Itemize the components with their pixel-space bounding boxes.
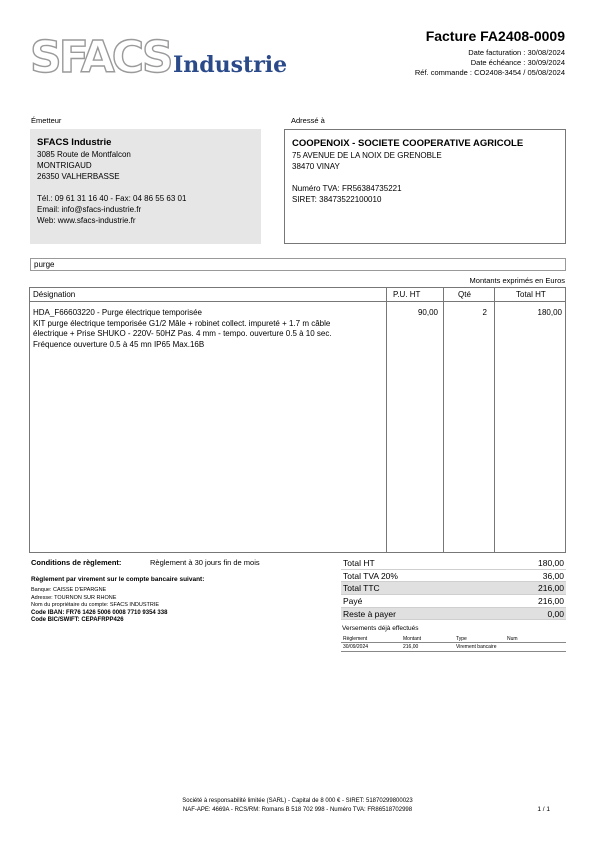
total-label: Total TVA 20% bbox=[343, 570, 398, 581]
designation-line: KIT purge électrique temporisée G1/2 Mâle + robinet collect. impureté + 1.7 m câble bbox=[33, 318, 331, 328]
remaining-row bbox=[341, 608, 566, 621]
invoice-subject: purge bbox=[30, 258, 566, 271]
footer-line2: NAF-APE: 4669A - RCS/RM: Romans B 518 702 998 - Numéro TVA: FR86518702998 bbox=[182, 807, 413, 813]
payment-type: Virement bancaire bbox=[456, 644, 497, 650]
total-label: Reste à payer bbox=[343, 608, 396, 619]
emitter-address2: MONTRIGAUD bbox=[37, 161, 92, 170]
bank-iban: Code IBAN: FR76 1426 5006 0008 7710 9354 338 bbox=[31, 609, 168, 616]
logo-brand: SFACS bbox=[30, 32, 171, 83]
total-value: 180,00 bbox=[538, 558, 564, 568]
total-ht-row bbox=[341, 557, 566, 570]
bank-bic: Code BIC/SWIFT: CEPAFRPP426 bbox=[31, 617, 124, 623]
addressee-address1: 75 AVENUE DE LA NOIX DE GRENOBLE bbox=[292, 151, 442, 160]
table-row-designation bbox=[33, 308, 383, 350]
designation-line: électrique + Prise SHUKO - 220V- 50HZ Pas. 4 mm - tempo. ouverture 0.5 à 10 sec. bbox=[33, 329, 332, 338]
payment-amount: 216,00 bbox=[403, 644, 419, 650]
payment-date: 30/09/2024 bbox=[343, 644, 369, 650]
date-facturation: Date facturation : 30/08/2024 bbox=[468, 48, 565, 57]
table-header bbox=[30, 288, 565, 302]
payments-header-num: Num bbox=[507, 636, 518, 642]
designation-line: HDA_F66603220 - Purge électrique temporisée bbox=[33, 308, 202, 317]
addressee-tva: Numéro TVA: FR56384735221 bbox=[292, 184, 402, 193]
row-unit-price: 90,00 bbox=[417, 308, 438, 317]
addressee-box bbox=[284, 129, 566, 244]
total-ttc-row bbox=[341, 582, 566, 595]
bank-name: Banque: CAISSE D'EPARGNE bbox=[31, 587, 107, 593]
total-value: 216,00 bbox=[538, 596, 564, 607]
bank-owner: Nom du propriétaire du compte: SFACS INDUSTRIE bbox=[31, 602, 160, 608]
totals-table bbox=[341, 557, 566, 620]
addressee-label: Adressé à bbox=[291, 116, 325, 125]
col-divider bbox=[494, 288, 495, 552]
payments-header-montant: Montant bbox=[403, 636, 422, 642]
bank-address: Adresse: TOURNON SUR RHONE bbox=[31, 594, 117, 601]
total-value: 36,00 bbox=[542, 570, 564, 581]
total-value: 216,00 bbox=[538, 583, 564, 594]
emitter-address1: 3085 Route de Montfalcon bbox=[37, 150, 131, 159]
invoice-meta bbox=[415, 48, 565, 78]
footer bbox=[0, 797, 595, 815]
emitter-email[interactable]: Email: info@sfacs-industrie.fr bbox=[37, 205, 142, 214]
logo-suffix: Industrie bbox=[173, 52, 288, 78]
emitter-address3: 26350 VALHERBASSE bbox=[37, 172, 120, 181]
emitter-web[interactable]: Web: www.sfacs-industrie.fr bbox=[37, 216, 136, 225]
virement-heading: Règlement par virement sur le compte bancaire suivant: bbox=[31, 576, 205, 583]
designation-line: Fréquence ouverture 0.5 à 45 mn IP65 Max.16B bbox=[33, 339, 205, 349]
total-label: Payé bbox=[343, 596, 363, 607]
currency-note: Montants exprimés en Euros bbox=[469, 276, 565, 285]
invoice-title: Facture FA2408-0009 bbox=[425, 28, 565, 44]
header-total: Total HT bbox=[516, 290, 546, 299]
emitter-phone: Tél.: 09 61 31 16 40 - Fax: 04 86 55 63 01 bbox=[37, 194, 187, 203]
addressee-name: COOPENOIX - SOCIETE COOPERATIVE AGRICOLE bbox=[292, 138, 524, 149]
header-designation: Désignation bbox=[33, 290, 76, 299]
emitter-name: SFACS Industrie bbox=[37, 137, 112, 148]
paid-row bbox=[341, 595, 566, 608]
items-table bbox=[29, 287, 566, 553]
total-label: Total HT bbox=[343, 558, 375, 568]
row-quantity: 2 bbox=[482, 308, 487, 317]
header-pu: P.U. HT bbox=[393, 290, 421, 299]
date-echeance: Date échéance : 30/09/2024 bbox=[470, 58, 565, 67]
header-qty: Qté bbox=[458, 290, 471, 299]
conditions-value: Règlement à 30 jours fin de mois bbox=[150, 558, 260, 567]
page-number: 1 / 1 bbox=[537, 806, 550, 813]
col-divider bbox=[386, 288, 387, 552]
payment-row bbox=[341, 643, 566, 652]
payments-header-type: Type bbox=[456, 636, 467, 642]
total-tva-row bbox=[341, 570, 566, 583]
footer-line1: Société à responsabilité limitée (SARL) - Capital de 8 000 € - SIRET: 51870299800023 bbox=[182, 798, 413, 804]
bank-details bbox=[31, 587, 167, 625]
emitter-box bbox=[30, 129, 261, 244]
conditions-label: Conditions de règlement: bbox=[31, 558, 122, 567]
addressee-siret: SIRET: 38473522100010 bbox=[292, 195, 382, 204]
payments-header bbox=[341, 635, 566, 643]
col-divider bbox=[443, 288, 444, 552]
total-label: Total TTC bbox=[343, 583, 380, 594]
company-logo bbox=[30, 32, 290, 83]
ref-commande: Réf. commande : CO2408-3454 / 05/08/2024 bbox=[414, 68, 565, 77]
emitter-label: Émetteur bbox=[31, 116, 62, 125]
payments-table bbox=[341, 635, 566, 652]
payments-header-reglement: Règlement bbox=[343, 636, 368, 642]
payments-title: Versements déjà effectués bbox=[342, 625, 419, 632]
row-total: 180,00 bbox=[537, 308, 562, 317]
total-value: 0,00 bbox=[547, 608, 564, 619]
addressee-address2: 38470 VINAY bbox=[292, 162, 340, 171]
